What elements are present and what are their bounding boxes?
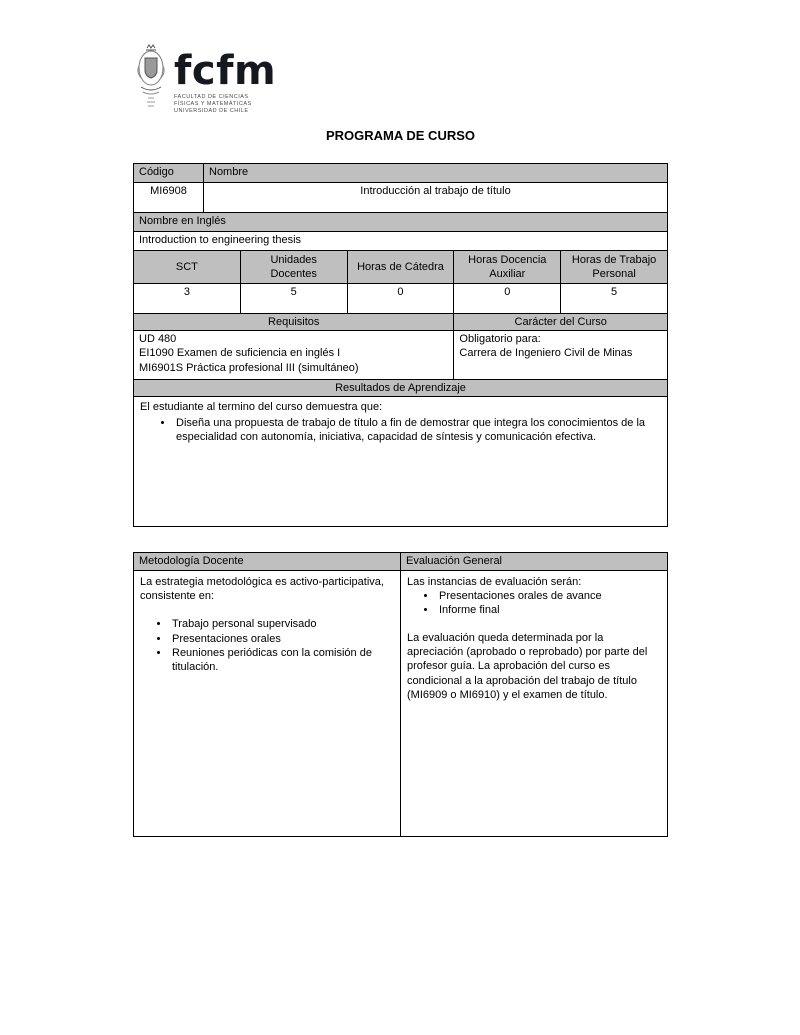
hours-value: 3 [134, 283, 241, 313]
evaluacion-intro: Las instancias de evaluación serán: [407, 575, 582, 588]
evaluacion-paragraph: La evaluación queda determinada por la apreciación (aprobado o reprobado) por parte del profesor guía. La aprobación del curso es condicional a la aprobación del trabajo de título (MI6909 o MI6910) y el examen de título. [407, 631, 648, 701]
list-item: • Diseña una propuesta de trabajo de título a fin de demostrar que integra los conocimientos de la especialidad con autonomía, iniciativa, capacidad de síntesis y comunicación efectiva. [174, 416, 661, 445]
requisitos-header: Requisitos [134, 313, 454, 330]
hours-header: SCT [134, 250, 241, 283]
page-title: PROGRAMA DE CURSO [325, 128, 476, 143]
learning-outcomes-table [133, 379, 668, 527]
hours-value: 5 [240, 283, 347, 313]
logo-text-block [174, 42, 276, 115]
list-item: • Trabajo personal supervisado [170, 617, 393, 631]
metodologia-intro: La estrategia metodológica es activo-participativa, consistente en: [140, 575, 384, 603]
hours-table [133, 250, 668, 380]
course-info-table [133, 163, 668, 213]
hours-value: 5 [561, 283, 668, 313]
nombre-header: Nombre [204, 163, 668, 182]
resultados-intro: El estudiante al termino del curso demuestra que: [140, 401, 383, 414]
english-name-table [133, 212, 668, 251]
fcfm-wordmark: fcfm [174, 48, 277, 94]
codigo-header: Código [134, 163, 204, 182]
requisito-line: MI6901S Práctica profesional III (simultáneo) [139, 361, 359, 374]
nombre-value: Introducción al trabajo de título [204, 182, 668, 212]
resultados-cell [134, 397, 668, 527]
caracter-cell [454, 331, 668, 380]
requisito-line: EI1090 Examen de suficiencia en inglés I [139, 347, 341, 360]
document-content [133, 42, 668, 837]
requisito-line: UD 480 [139, 333, 177, 346]
hours-value: 0 [347, 283, 454, 313]
caracter-line: Obligatorio para: [459, 333, 541, 346]
fcfm-logo [135, 42, 668, 118]
nombre-ingles-header: Nombre en Inglés [134, 212, 668, 231]
metodologia-cell [134, 570, 401, 836]
caracter-header: Carácter del Curso [454, 313, 668, 330]
methodology-evaluation-table [133, 552, 668, 836]
resultados-header: Resultados de Aprendizaje [134, 380, 668, 397]
hours-header: Unidades Docentes [240, 250, 347, 283]
list-item: • Presentaciones orales [170, 632, 393, 646]
resultados-list [140, 416, 661, 445]
list-item: • Presentaciones orales de avance [437, 589, 660, 603]
logo-caption-line: UNIVERSIDAD DE CHILE [174, 107, 249, 114]
metodologia-header: Metodología Docente [134, 553, 401, 570]
codigo-value: MI6908 [134, 182, 204, 212]
logo-caption [174, 94, 276, 115]
evaluacion-list [407, 589, 660, 618]
universidad-de-chile-crest-icon [135, 42, 167, 116]
hours-value: 0 [454, 283, 561, 313]
evaluacion-cell [401, 570, 668, 836]
list-item: • Reuniones periódicas con la comisión de titulación. [170, 646, 393, 675]
logo-caption-line: FÍSICAS Y MATEMÁTICAS [174, 100, 252, 107]
requisitos-cell [134, 331, 454, 380]
metodologia-list [140, 617, 393, 674]
nombre-ingles-value: Introduction to engineering thesis [134, 231, 668, 250]
list-item: • Informe final [437, 603, 660, 617]
hours-header: Horas de Cátedra [347, 250, 454, 283]
evaluacion-header: Evaluación General [401, 553, 668, 570]
hours-header: Horas Docencia Auxiliar [454, 250, 561, 283]
hours-header: Horas de Trabajo Personal [561, 250, 668, 283]
caracter-line: Carrera de Ingeniero Civil de Minas [459, 347, 633, 360]
logo-caption-line: FACULTAD DE CIENCIAS [174, 94, 249, 100]
